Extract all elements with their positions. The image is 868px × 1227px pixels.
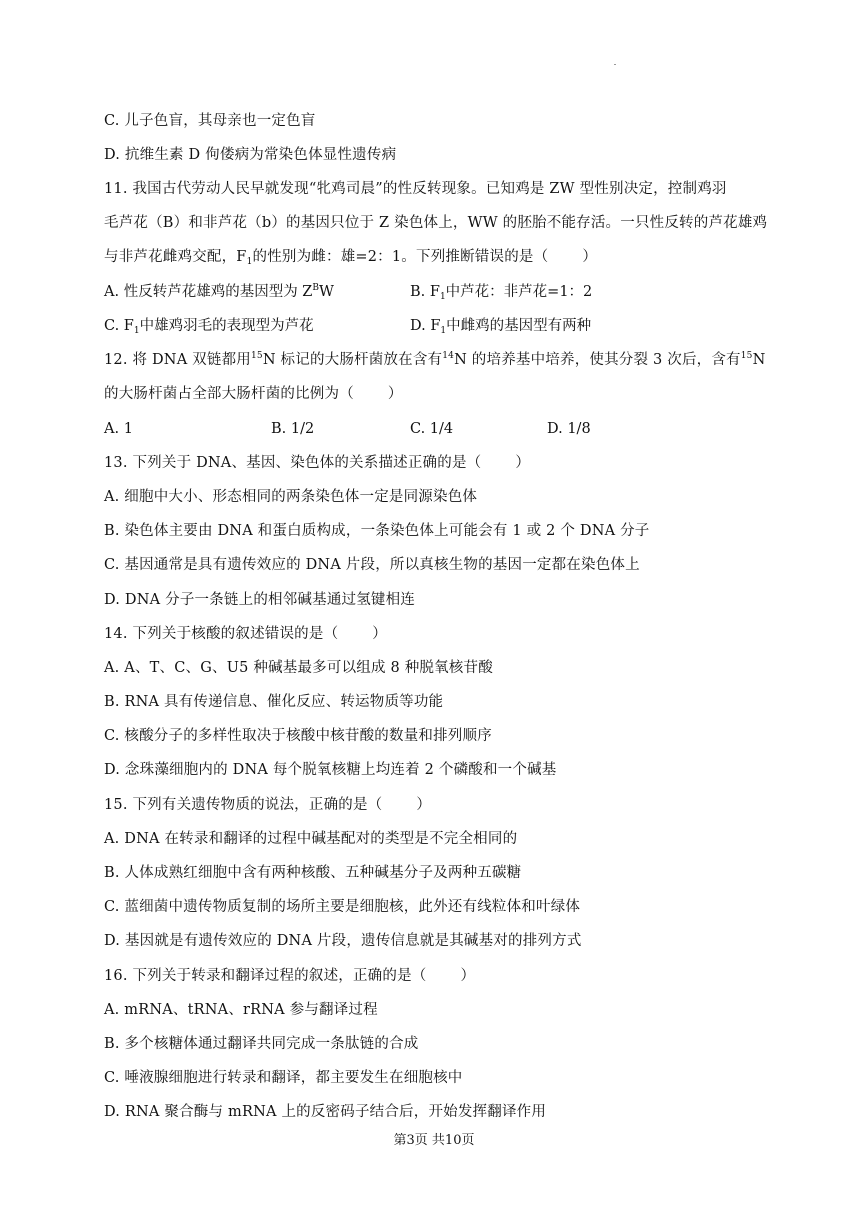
q15-option-d: D. 基因就是有遗传效应的 DNA 片段，遗传信息就是其碱基对的排列方式 [104, 933, 582, 949]
q16-option-a: A. mRNA、tRNA、rRNA 参与翻译过程 [104, 1002, 378, 1018]
subscript: 1 [133, 326, 140, 336]
q11-stem-line2: 毛芦花（B）和非芦花（b）的基因只位于 Z 染色体上，WW 的胚胎不能存活。一只性反转的芦花雄鸡 [104, 215, 768, 231]
answer-paren-close: ） [372, 626, 387, 642]
q11-option-b [410, 282, 592, 304]
q12-option-a: A. 1 [104, 421, 133, 437]
superscript: 14 [442, 351, 455, 361]
page-footer: 第3页 共10页 [393, 1133, 475, 1148]
q15-text: 15. 下列有关遗传物质的说法，正确的是（ [104, 797, 383, 813]
q11-option-d [410, 316, 591, 338]
q14-stem [104, 624, 387, 644]
subscript: 1 [439, 292, 446, 302]
q10-option-c: C. 儿子色盲，其母亲也一定色盲 [104, 113, 316, 129]
q11-option-c [104, 316, 314, 338]
q12-text-part: 的大肠杆菌占全部大肠杆菌的比例为（ [104, 386, 354, 402]
q11-stem-line3 [104, 247, 597, 269]
q12-text-part: N 的培养基中培养，使其分裂 3 次后，含有 [454, 352, 741, 368]
q16-option-d: D. RNA 聚合酶与 mRNA 上的反密码子结合后，开始发挥翻译作用 [104, 1104, 547, 1120]
q14-option-d: D. 念珠藻细胞内的 DNA 每个脱氧核糖上均连着 2 个磷酸和一个碱基 [104, 762, 557, 778]
q16-option-c: C. 唾液腺细胞进行转录和翻译，都主要发生在细胞核中 [104, 1070, 463, 1086]
q12-text-part: N [752, 352, 766, 368]
answer-paren-close: ） [515, 455, 531, 471]
option-text: A. 性反转芦花雄鸡的基因型为 Z [104, 284, 313, 300]
q15-stem [104, 795, 431, 815]
option-text: 中雌鸡的基因型有两种 [446, 318, 592, 334]
q15-option-a: A. DNA 在转录和翻译的过程中碱基配对的类型是不完全相同的 [104, 831, 518, 847]
q12-option-b: B. 1/2 [271, 421, 315, 437]
option-text: B. F [410, 284, 440, 300]
q12-text-part: N 标记的大肠杆菌放在含有 [262, 352, 443, 368]
superscript: B [312, 283, 319, 293]
q14-option-b: B. RNA 具有传递信息、催化反应、转运物质等功能 [104, 694, 444, 710]
q16-option-b: B. 多个核糖体通过翻译共同完成一条肽链的合成 [104, 1036, 419, 1052]
q15-option-b: B. 人体成熟红细胞中含有两种核酸、五种碱基分子及两种五碳糖 [104, 865, 522, 881]
option-text: C. F [104, 318, 134, 334]
q12-option-d: D. 1/8 [547, 421, 591, 437]
q16-stem [104, 966, 475, 986]
q16-text: 16. 下列关于转录和翻译过程的叙述，正确的是（ [104, 968, 427, 984]
q12-text-part: 12. 将 DNA 双链都用 [104, 352, 251, 368]
answer-paren-close: ） [582, 249, 598, 265]
scan-speck [614, 64, 616, 65]
q13-option-d: D. DNA 分子一条链上的相邻碱基通过氢键相连 [104, 592, 416, 608]
q13-option-c: C. 基因通常是具有遗传效应的 DNA 片段，所以真核生物的基因一定都在染色体上 [104, 557, 640, 573]
option-text: 中雄鸡羽毛的表现型为芦花 [139, 318, 314, 334]
q12-option-c: C. 1/4 [410, 421, 454, 437]
subscript: 1 [246, 257, 253, 267]
q11-text-part: 与非芦花雌鸡交配，F [104, 249, 247, 265]
option-text: 中芦花：非芦花=1：2 [445, 284, 593, 300]
q13-option-a: A. 细胞中大小、形态相同的两条染色体一定是同源染色体 [104, 489, 478, 505]
q11-stem-line1: 11. 我国古代劳动人民早就发现“牝鸡司晨”的性反转现象。已知鸡是 ZW 型性别决定，控制鸡羽 [104, 181, 727, 197]
q14-text: 14. 下列关于核酸的叙述错误的是（ [104, 626, 339, 642]
option-text: D. F [410, 318, 441, 334]
q13-option-b: B. 染色体主要由 DNA 和蛋白质构成，一条染色体上可能会有 1 或 2 个 DNA 分子 [104, 523, 650, 539]
superscript: 15 [740, 351, 753, 361]
q13-text: 13. 下列关于 DNA、基因、染色体的关系描述正确的是（ [104, 455, 482, 471]
q12-stem-line1 [104, 350, 766, 372]
q10-option-d: D. 抗维生素 D 佝偻病为常染色体显性遗传病 [104, 147, 397, 163]
answer-paren-close: ） [387, 386, 403, 402]
q11-text-part: 的性别为雌：雄=2：1。下列推断错误的是（ [252, 249, 549, 265]
q11-option-a [104, 282, 334, 304]
answer-paren-close: ） [416, 797, 432, 813]
subscript: 1 [440, 326, 447, 336]
answer-paren-close: ） [460, 968, 476, 984]
q12-stem-line2 [104, 384, 403, 404]
superscript: 15 [250, 351, 263, 361]
q14-option-c: C. 核酸分子的多样性取决于核酸中核苷酸的数量和排列顺序 [104, 728, 492, 744]
q14-option-a: A. A、T、C、G、U5 种碱基最多可以组成 8 种脱氧核苷酸 [104, 660, 493, 676]
q15-option-c: C. 蓝细菌中遗传物质复制的场所主要是细胞核，此外还有线粒体和叶绿体 [104, 899, 581, 915]
option-text: W [319, 284, 334, 300]
q13-stem [104, 453, 530, 473]
